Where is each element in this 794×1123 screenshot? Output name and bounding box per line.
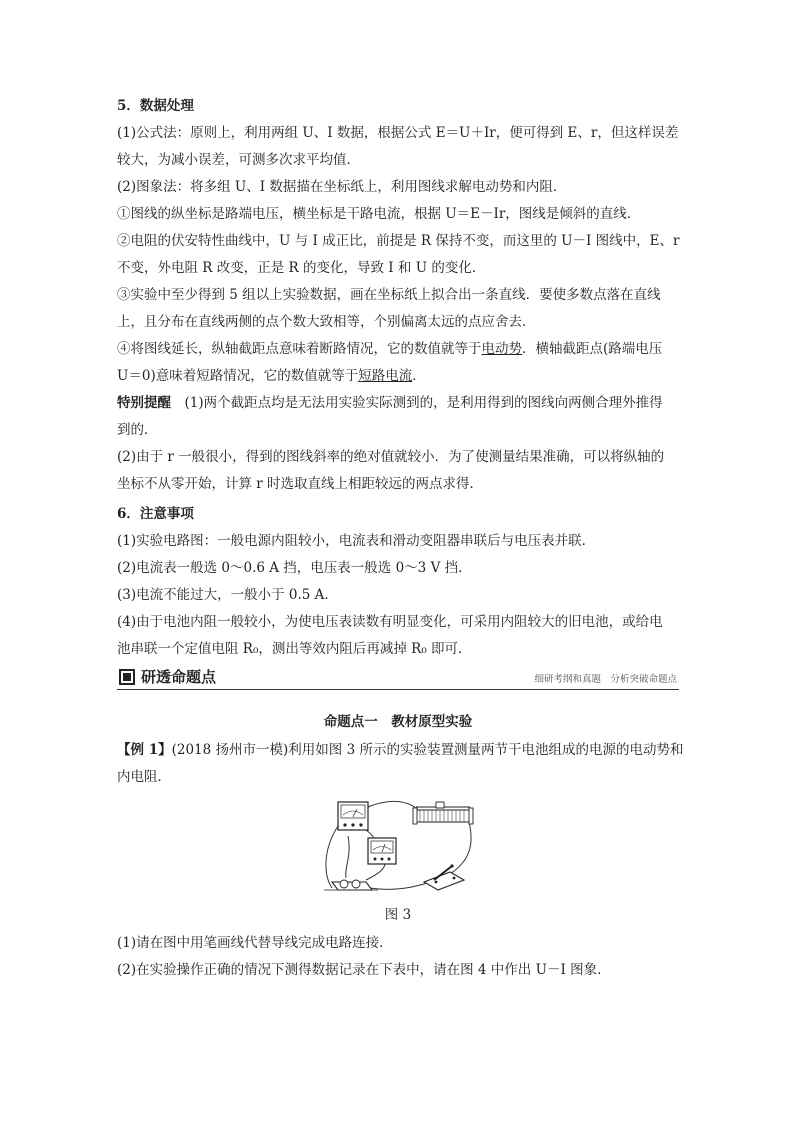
note-4-line-2: 池串联一个定值电阻 R₀，测出等效内阻后再减掉 R₀ 即可． — [117, 641, 472, 657]
point-4-text-a: ④将图线延长，纵轴截距点意味着断路情况，它的数值就等于 — [117, 341, 482, 357]
experiment-apparatus-figure — [318, 796, 478, 898]
banner-title: 研透命题点 — [141, 668, 217, 686]
ammeter — [338, 802, 368, 830]
example-line-2: 内电阻． — [117, 769, 171, 785]
formula-method-line-1: (1)公式法：原则上，利用两组 U、I 数据，根据公式 E＝U＋Ir，便可得到 E、r，但这样误差 — [117, 125, 679, 141]
example-line-1 — [117, 740, 684, 760]
voltmeter — [368, 838, 396, 864]
tip-line-1 — [117, 393, 679, 413]
point-4-text-d: ． — [412, 368, 426, 384]
section-5-heading: 5．数据处理 — [117, 98, 194, 114]
note-1: (1)实验电路图：一般电源内阻较小，电流表和滑动变阻器串联后与电压表并联． — [117, 533, 596, 549]
point-4-text-c: U＝0)意味着短路情况，它的数值就等于 — [117, 368, 359, 384]
short-circuit-current-underlined: 短路电流 — [358, 368, 413, 384]
point-4-line-1 — [117, 339, 679, 359]
point-2-line-2: 不变，外电阻 R 改变，正是 R 的变化，导致 I 和 U 的变化． — [117, 260, 486, 276]
tip-label: 特别提醒 — [117, 395, 171, 411]
rheostat — [413, 802, 473, 824]
figure-caption: 图 3 — [384, 907, 412, 923]
section-6-heading: 6．注意事项 — [117, 506, 194, 522]
point-3-line-1: ③实验中至少得到 5 组以上实验数据，画在坐标纸上拟合出一条直线．要使多数点落在直线 — [117, 287, 661, 303]
point-4-text-b: ．横轴截距点(路端电压 — [522, 341, 663, 357]
point-2-line-1: ②电阻的伏安特性曲线中，U 与 I 成正比，前提是 R 保持不变，而这里的 U－I 图线中，E、r — [117, 233, 680, 249]
battery-holder — [324, 880, 378, 890]
banner-subtitle: 细研考纲和真题 分析突破命题点 — [534, 674, 677, 685]
question-1: (1)请在图中用笔画线代替导线完成电路连接． — [117, 935, 393, 951]
point-1-line: ①图线的纵坐标是路端电压，横坐标是干路电流，根据 U＝E－Ir，图线是倾斜的直线． — [117, 206, 641, 222]
tip-line-2: 到的． — [117, 422, 158, 438]
example-text-1: (2018 扬州市一模)利用如图 3 所示的实验装置测量两节干电池组成的电源的电动势和 — [171, 742, 684, 758]
section-banner — [117, 667, 679, 690]
banner-square-icon — [119, 669, 135, 685]
tip-2-line-2: 坐标不从零开始，计算 r 时选取直线上相距较远的两点求得． — [117, 476, 484, 492]
example-label: 【例 1】 — [117, 742, 172, 758]
tip-1-text: (1)两个截距点均是无法用实验实际测到的，是利用得到的图线向两侧合理外推得 — [171, 395, 663, 411]
graph-method-line: (2)图象法：将多组 U、I 数据描在坐标纸上，利用图线求解电动势和内阻． — [117, 179, 567, 195]
question-2: (2)在实验操作正确的情况下测得数据记录在下表中，请在图 4 中作出 U－I 图象. — [117, 962, 602, 978]
note-2: (2)电流表一般选 0～0.6 A 挡，电压表一般选 0～3 V 挡． — [117, 560, 472, 576]
emf-underlined: 电动势 — [481, 341, 522, 357]
tip-2-line-1: (2)由于 r 一般很小，得到的图线斜率的绝对值就较小．为了使测量结果准确，可以将纵轴的 — [117, 449, 665, 465]
point-3-line-2: 上，且分布在直线两侧的点个数大致相等，个别偏离太远的点应舍去． — [117, 314, 536, 330]
topic-title: 命题点一 教材原型实验 — [323, 714, 473, 730]
formula-method-line-2: 较大，为减小误差，可测多次求平均值． — [117, 152, 360, 168]
note-3: (3)电流不能过大，一般小于 0.5 A． — [117, 587, 338, 603]
note-4-line-1: (4)由于电池内阻一般较小，为使电压表读数有明显变化，可采用内阻较大的旧电池，或给电 — [117, 614, 663, 630]
point-4-line-2 — [117, 366, 679, 386]
